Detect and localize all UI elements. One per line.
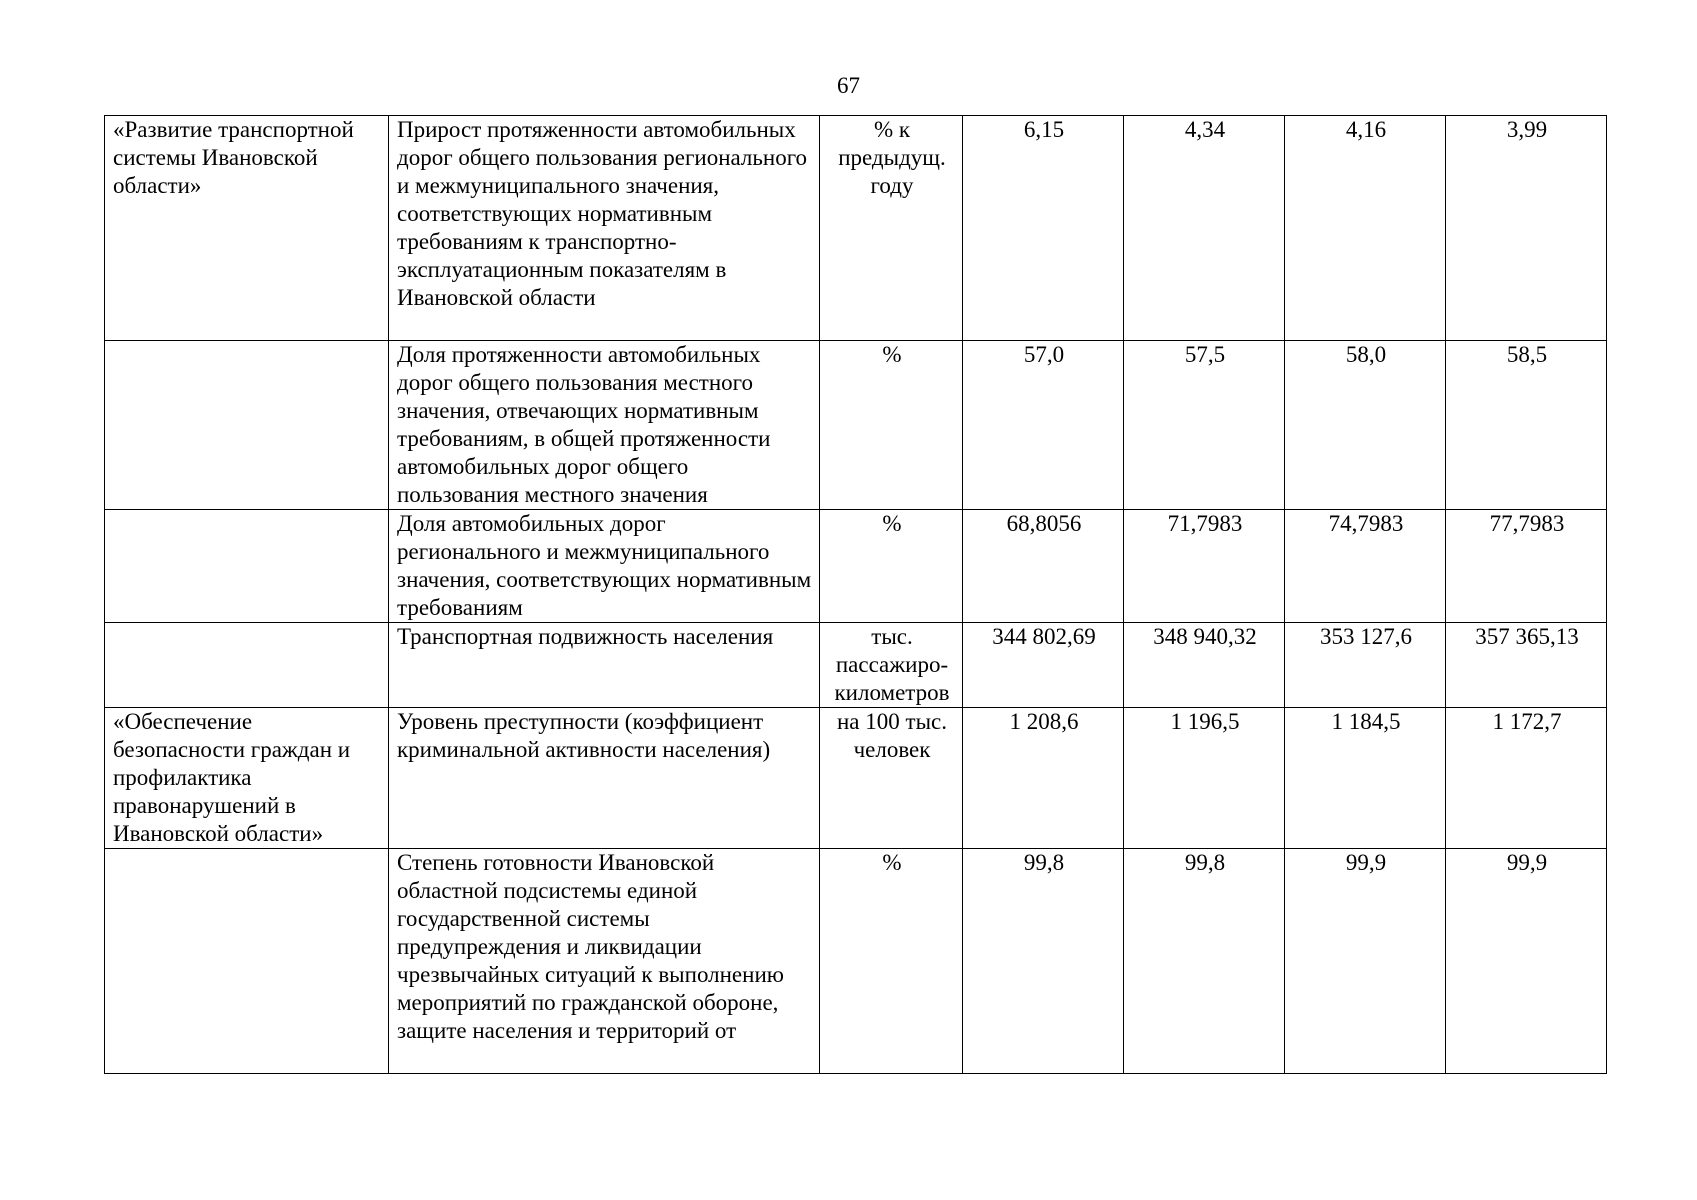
table-row xyxy=(105,708,1607,849)
unit-cell: % xyxy=(820,849,963,1074)
value-cell: 68,8056 xyxy=(963,510,1124,623)
unit-cell: на 100 тыс. человек xyxy=(820,708,963,849)
value-cell: 1 196,5 xyxy=(1124,708,1285,849)
value-cell: 77,7983 xyxy=(1446,510,1607,623)
table-row xyxy=(105,623,1607,708)
indicator-cell: Степень готовности Ивановской областной подсистемы единой государственной системы предупреждения и ликвидации чрезвычайных ситуаций к выполнению мероприятий по гражданской обороне, защите населения и территорий от xyxy=(389,849,820,1074)
indicator-cell: Уровень преступности (коэффициент криминальной активности населения) xyxy=(389,708,820,849)
value-cell: 99,9 xyxy=(1446,849,1607,1074)
value-cell: 1 184,5 xyxy=(1285,708,1446,849)
value-cell: 99,8 xyxy=(963,849,1124,1074)
value-cell: 344 802,69 xyxy=(963,623,1124,708)
value-cell: 74,7983 xyxy=(1285,510,1446,623)
unit-cell: тыс. пассажиро-километров xyxy=(820,623,963,708)
value-cell: 6,15 xyxy=(963,116,1124,341)
value-cell: 4,16 xyxy=(1285,116,1446,341)
value-cell: 57,5 xyxy=(1124,341,1285,510)
program-cell xyxy=(105,849,389,1074)
unit-cell: % xyxy=(820,341,963,510)
program-cell xyxy=(105,623,389,708)
program-cell xyxy=(105,510,389,623)
value-cell: 353 127,6 xyxy=(1285,623,1446,708)
value-cell: 1 208,6 xyxy=(963,708,1124,849)
program-cell: «Обеспечение безопасности граждан и профилактика правонарушений в Ивановской области» xyxy=(105,708,389,849)
page-number: 67 xyxy=(837,73,860,98)
table-row xyxy=(105,341,1607,510)
table-row xyxy=(105,116,1607,341)
program-cell xyxy=(105,341,389,510)
value-cell: 4,34 xyxy=(1124,116,1285,341)
value-cell: 57,0 xyxy=(963,341,1124,510)
value-cell: 71,7983 xyxy=(1124,510,1285,623)
unit-cell: % к предыдущ. году xyxy=(820,116,963,341)
indicator-cell: Доля протяженности автомобильных дорог общего пользования местного значения, отвечающих нормативным требованиям, в общей протяженности автомобильных дорог общего пользования местного значения xyxy=(389,341,820,510)
table-row xyxy=(105,510,1607,623)
indicator-cell: Прирост протяженности автомобильных дорог общего пользования регионального и межмуниципального значения, соответствующих нормативным требованиям к транспортно-эксплуатационным показателям в Ивановской области xyxy=(389,116,820,341)
unit-cell: % xyxy=(820,510,963,623)
value-cell: 58,5 xyxy=(1446,341,1607,510)
indicator-cell: Транспортная подвижность населения xyxy=(389,623,820,708)
indicators-table xyxy=(104,115,1607,1074)
table-row xyxy=(105,849,1607,1074)
value-cell: 348 940,32 xyxy=(1124,623,1285,708)
value-cell: 3,99 xyxy=(1446,116,1607,341)
indicator-cell: Доля автомобильных дорог регионального и межмуниципального значения, соответствующих нормативным требованиям xyxy=(389,510,820,623)
value-cell: 99,8 xyxy=(1124,849,1285,1074)
program-cell: «Развитие транспортной системы Ивановской области» xyxy=(105,116,389,341)
value-cell: 58,0 xyxy=(1285,341,1446,510)
value-cell: 1 172,7 xyxy=(1446,708,1607,849)
value-cell: 99,9 xyxy=(1285,849,1446,1074)
value-cell: 357 365,13 xyxy=(1446,623,1607,708)
